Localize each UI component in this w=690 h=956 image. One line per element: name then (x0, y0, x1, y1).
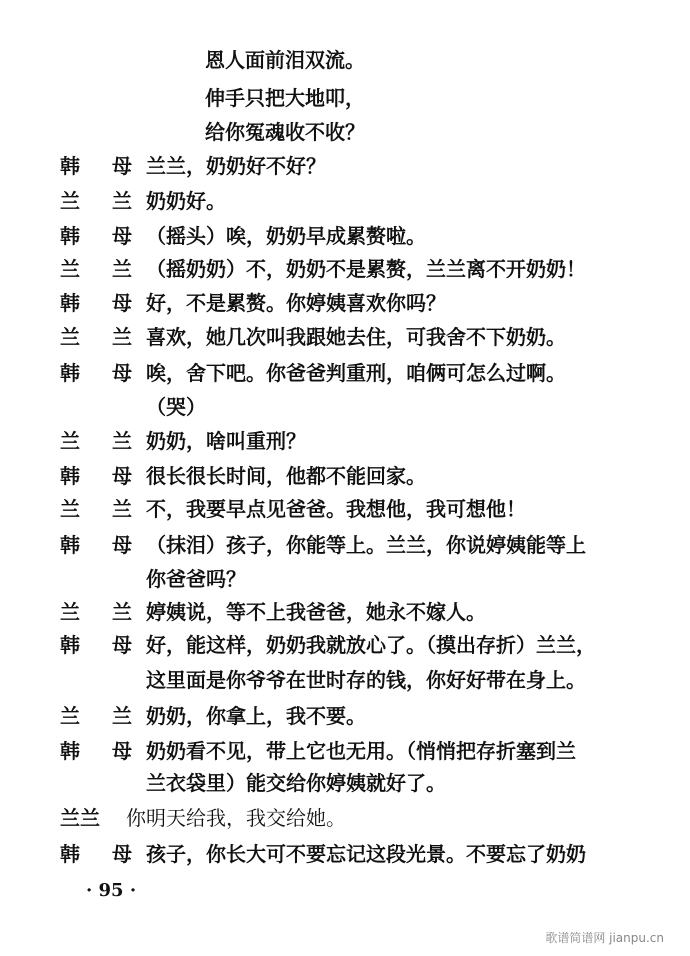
dialogue-text: 你明天给我，我交给她。 (126, 806, 346, 830)
speaker-label: 兰 兰 (60, 429, 138, 453)
dialogue-text: 婷姨说，等不上我爸爸，她永不嫁人。 (146, 600, 486, 624)
verse-line-2: 伸手只把大地叩， (205, 86, 365, 110)
speaker-label: 兰 兰 (60, 257, 138, 281)
page-number: · 95 · (86, 880, 137, 901)
dialogue-text: 好，不是累赘。你婷姨喜欢你吗？ (146, 291, 446, 315)
speaker-label: 韩 母 (60, 154, 138, 178)
dialogue-text: 奶奶好。 (146, 189, 226, 213)
verse-line-3: 给你冤魂收不收？ (205, 120, 365, 144)
speaker-label: 韩 母 (60, 633, 138, 657)
dialogue-text: （摇头）唉，奶奶早成累赘啦。 (146, 224, 426, 248)
dialogue-text: 奶奶，啥叫重刑？ (146, 429, 306, 453)
speaker-label: 韩 母 (60, 224, 138, 248)
speaker-label: 兰兰 (60, 806, 100, 830)
dialogue-text: 兰兰，奶奶好不好？ (146, 154, 326, 178)
speaker-label: 兰 兰 (60, 704, 138, 728)
speaker-label: 韩 母 (60, 361, 138, 385)
watermark: 歌谱简谱网 jianpu.cn (545, 931, 664, 945)
speaker-label: 韩 母 (60, 291, 138, 315)
dialogue-text: （抹泪）孩子，你能等上。兰兰，你说婷姨能等上 (146, 533, 586, 557)
dialogue-continuation: 这里面是你爷爷在世时存的钱，你好好带在身上。 (146, 668, 586, 692)
speaker-label: 韩 母 (60, 464, 138, 488)
speaker-label: 兰 兰 (60, 497, 138, 521)
dialogue-text: 唉，舍下吧。你爸爸判重刑，咱俩可怎么过啊。 (146, 361, 566, 385)
speaker-label: 韩 母 (60, 842, 138, 866)
dialogue-text: 好，能这样，奶奶我就放心了。（摸出存折）兰兰， (146, 633, 596, 657)
dialogue-text: 不，我要早点见爸爸。我想他，我可想他！ (146, 497, 526, 521)
dialogue-continuation: 兰衣袋里）能交给你婷姨就好了。 (146, 771, 446, 795)
speaker-label: 兰 兰 (60, 325, 138, 349)
dialogue-text: 奶奶看不见，带上它也无用。（悄悄把存折塞到兰 (146, 739, 576, 763)
dialogue-text: 喜欢，她几次叫我跟她去住，可我舍不下奶奶。 (146, 325, 566, 349)
speaker-label: 韩 母 (60, 533, 138, 557)
verse-line-1: 恩人面前泪双流。 (205, 48, 365, 72)
speaker-label: 兰 兰 (60, 600, 138, 624)
dialogue-text: 很长很长时间，他都不能回家。 (146, 464, 426, 488)
speaker-label: 兰 兰 (60, 189, 138, 213)
dialogue-continuation: （哭） (146, 395, 206, 419)
dialogue-continuation: 你爸爸吗？ (146, 567, 246, 591)
dialogue-text: （摇奶奶）不，奶奶不是累赘，兰兰离不开奶奶！ (146, 257, 586, 281)
dialogue-text: 奶奶，你拿上，我不要。 (146, 704, 366, 728)
speaker-label: 韩 母 (60, 739, 138, 763)
dialogue-text: 孩子，你长大可不要忘记这段光景。不要忘了奶奶 (146, 842, 586, 866)
